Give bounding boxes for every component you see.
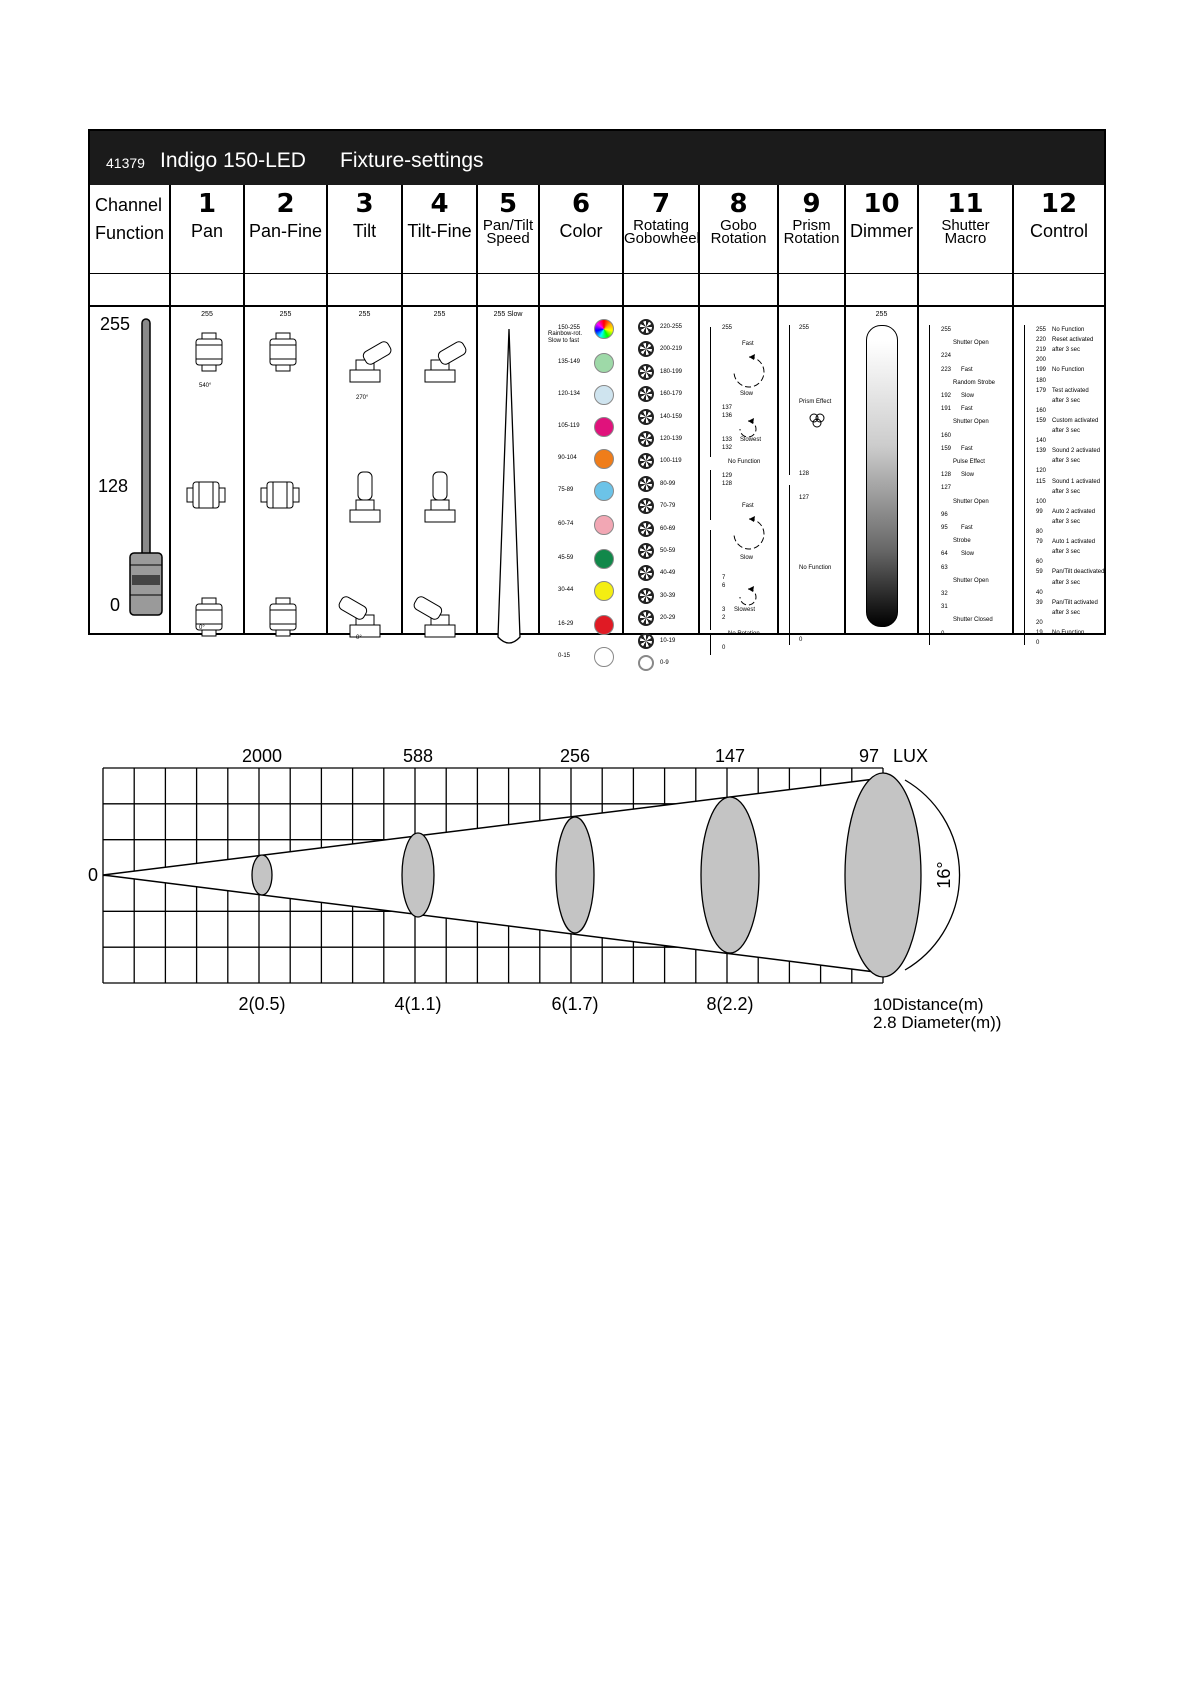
gobo-range-label: 70-79: [660, 503, 676, 510]
function-label-line2: Speed: [486, 230, 530, 247]
control-value: 40: [1036, 589, 1043, 596]
scale-bottom-value: 0: [110, 595, 121, 615]
gobo-icon: [638, 588, 654, 604]
color-swatch: [594, 353, 614, 373]
control-value: 39: [1036, 599, 1043, 606]
control-value: 180: [1036, 377, 1047, 384]
moving-head-tilt-icon: [336, 575, 396, 645]
value-label: Fast: [742, 503, 754, 509]
distance-label: 8(2.2): [706, 994, 754, 1014]
beam-spot: [252, 855, 272, 895]
shutter-value: 191: [941, 406, 952, 413]
gobo-icon: [638, 341, 654, 357]
range-top-label: 255: [875, 311, 888, 318]
shutter-value: 32: [941, 591, 948, 597]
function-label-line2: Macro: [944, 230, 987, 247]
channel-number: 6: [571, 189, 591, 219]
value-label: Slow: [740, 555, 754, 561]
product-name: Indigo 150-LED: [160, 149, 306, 172]
value-label: Prism Effect: [799, 399, 832, 405]
color-range-label: 135-149: [558, 359, 581, 365]
gobo-range-label: 180-199: [660, 368, 683, 375]
lux-value: 97: [858, 746, 880, 766]
shutter-value: 192: [941, 393, 952, 399]
gobo-icon: [638, 543, 654, 559]
control-function: Pan/Tilt deactivated: [1052, 569, 1105, 576]
value-label: 133: [722, 437, 733, 443]
rotation-icon: [730, 353, 768, 391]
distance-label: 6(1.7): [551, 994, 599, 1014]
channel-column-10: [846, 185, 919, 633]
function-label-line2: Rotation: [783, 230, 840, 247]
gobo-range-label: 100-119: [660, 458, 682, 465]
function-label: Tilt-Fine: [407, 221, 472, 241]
channel-number: 5: [498, 189, 518, 219]
channel-number: 3: [355, 189, 374, 219]
shutter-value: 95: [941, 525, 948, 531]
range-arrow: [789, 325, 790, 475]
moving-head-tilt-icon: [336, 460, 396, 530]
function-label: Control: [1029, 221, 1089, 241]
channel-column-12: [1014, 185, 1105, 647]
control-function: after 3 sec: [1052, 347, 1081, 354]
value-label: 6: [722, 583, 726, 589]
color-swatch: [594, 549, 614, 569]
value-label: Fast: [742, 341, 754, 347]
gobo-icon: [638, 610, 654, 626]
color-swatch: [594, 481, 614, 501]
color-swatch: [594, 449, 614, 469]
shutter-function: Strobe: [953, 538, 971, 545]
lux-unit: LUX: [893, 746, 929, 766]
gobo-range-label: 60-69: [660, 525, 676, 532]
diameter-label: 2.8 Diameter(m)): [873, 1013, 1002, 1032]
rainbow-note: Slow to fast: [548, 338, 580, 344]
control-function: after 3 sec: [1052, 488, 1081, 495]
color-swatch: [594, 615, 614, 635]
value-label: 3: [722, 607, 726, 613]
degree-label: 0°: [356, 635, 362, 641]
gobo-icon: [638, 633, 654, 649]
channel-number: 1: [197, 189, 217, 219]
gobo-icon: [638, 655, 654, 671]
color-swatch: [594, 417, 614, 437]
channel-column-4: [403, 185, 478, 633]
color-range-label: 75-89: [558, 487, 574, 493]
channel-number: 12: [1040, 189, 1078, 219]
moving-head-pan-icon: [253, 320, 313, 390]
control-value: 115: [1036, 478, 1046, 485]
color-range-label: 150-255: [558, 325, 581, 331]
value-label: 7: [722, 575, 726, 581]
control-function: after 3 sec: [1052, 397, 1081, 404]
control-function: after 3 sec: [1052, 609, 1081, 616]
color-range-label: 30-44: [558, 587, 574, 593]
value-label: Slowest: [734, 607, 756, 613]
shutter-value: 63: [941, 564, 948, 571]
value-label: 127: [799, 495, 810, 501]
color-range-label: 45-59: [558, 555, 574, 561]
prism-icon: [807, 411, 827, 431]
value-label: Slow: [740, 391, 754, 397]
range-top-label: 255: [358, 311, 371, 318]
moving-head-tilt-icon: [336, 320, 396, 390]
channel-column-2: [245, 185, 328, 633]
shutter-function: Shutter Closed: [953, 617, 993, 624]
gobo-range-label: 120-139: [660, 436, 683, 442]
range-top-label: 255: [279, 311, 292, 318]
channel-number: 7: [651, 189, 671, 219]
channel-number: 4: [430, 189, 449, 219]
rainbow-note: Rainbow-rot.: [548, 331, 583, 337]
gobo-icon: [638, 431, 654, 447]
gobo-icon: [638, 386, 654, 402]
distance-label: 4(1.1): [394, 994, 442, 1014]
distance-label: 2(0.5): [238, 994, 286, 1014]
speed-cone-icon: [478, 321, 540, 661]
control-value: 80: [1036, 529, 1043, 535]
value-label: 137: [722, 405, 733, 411]
function-label-line1: Prism: [792, 217, 831, 234]
shutter-value: 128: [941, 472, 952, 479]
control-value: 0: [1036, 640, 1040, 647]
color-range-label: 120-134: [558, 391, 581, 397]
gobo-icon: [638, 565, 654, 581]
shutter-value: 127: [941, 485, 952, 492]
control-value: 99: [1036, 508, 1043, 515]
shutter-value: 160: [941, 432, 952, 439]
control-value: 159: [1036, 417, 1047, 424]
value-label: No Function: [799, 565, 832, 571]
control-value: 19: [1036, 630, 1043, 636]
gobo-icon: [638, 521, 654, 537]
lux-value: 588: [402, 746, 434, 766]
function-label-line1: Pan/Tilt: [482, 217, 534, 234]
dimmer-gradient-bar: [866, 325, 898, 627]
control-function: Pan/Tilt activated: [1052, 599, 1098, 606]
control-function: Test activated: [1052, 387, 1089, 394]
degree-label: 270°: [356, 395, 369, 401]
shutter-function: Fast: [961, 366, 973, 373]
control-function: No Function: [1052, 327, 1085, 333]
lux-value: 147: [714, 746, 746, 766]
value-label: 2: [722, 615, 726, 621]
beam-angle-label: 16°: [934, 861, 954, 889]
gobo-range-label: 160-179: [660, 391, 683, 398]
control-value: 255: [1036, 327, 1047, 333]
shutter-value: 0: [941, 630, 945, 637]
function-row-label: Function: [95, 223, 165, 243]
channel-number: 2: [276, 189, 295, 219]
control-value: 60: [1036, 559, 1043, 566]
color-range-label: 0-15: [558, 653, 571, 659]
gobo-range-label: 50-59: [660, 548, 676, 554]
value-label: 0: [799, 637, 803, 643]
control-value: 140: [1036, 438, 1047, 445]
value-label: 0: [722, 645, 726, 651]
beam-spot: [556, 817, 594, 933]
gobo-icon: [638, 319, 654, 335]
range-top-label: 255 Slow: [493, 311, 523, 318]
control-value: 200: [1036, 357, 1047, 364]
shutter-function: Slow: [961, 472, 975, 479]
product-code: 41379: [106, 155, 145, 171]
channel-number: 10: [863, 189, 900, 219]
control-function: after 3 sec: [1052, 428, 1081, 434]
value-label: 255: [722, 325, 733, 331]
degree-label: 540°: [199, 383, 212, 389]
shutter-value: 96: [941, 511, 948, 518]
moving-head-tilt-icon: [411, 575, 471, 645]
gobo-range-label: 40-49: [660, 570, 676, 577]
control-function: Sound 2 activated: [1052, 448, 1101, 455]
shutter-value: 223: [941, 366, 952, 373]
control-function: after 3 sec: [1052, 579, 1081, 586]
color-swatch: [594, 581, 614, 601]
title-bar: [90, 131, 1104, 185]
value-label: 255: [799, 325, 810, 331]
function-label: Pan: [190, 221, 224, 241]
channel-column-5: [478, 185, 540, 633]
control-function: Auto 1 activated: [1052, 539, 1096, 546]
beam-diagram: [0, 740, 1191, 1040]
beam-spot: [701, 797, 759, 953]
control-value: 179: [1036, 387, 1047, 394]
gobo-icon: [638, 364, 654, 380]
control-function: Auto 2 activated: [1052, 508, 1096, 515]
range-arrow: [710, 530, 711, 630]
fixture-settings-sheet: [88, 129, 1106, 666]
gobo-range-label: 0-9: [660, 660, 669, 666]
value-label: 136: [722, 413, 733, 419]
control-function: after 3 sec: [1052, 518, 1081, 525]
gobo-range-label: 80-99: [660, 480, 676, 487]
control-value: 79: [1036, 539, 1043, 546]
channel-column-7: [624, 185, 700, 666]
color-range-label: 105-119: [558, 423, 580, 429]
shutter-value: 64: [941, 551, 948, 558]
range-arrow: [789, 485, 790, 645]
channel-number: 9: [802, 189, 821, 219]
moving-head-pan-icon: [253, 460, 313, 530]
control-value: 20: [1036, 619, 1043, 626]
shutter-function: Slow: [961, 393, 975, 399]
control-value: 160: [1036, 407, 1047, 414]
color-swatch: [594, 515, 614, 535]
rotation-icon: [736, 585, 760, 609]
function-label: Dimmer: [850, 221, 913, 241]
shutter-function: Fast: [961, 406, 973, 413]
control-value: 120: [1036, 468, 1047, 475]
channel-column-8: [700, 185, 779, 651]
shutter-function: Random Strobe: [953, 379, 996, 386]
value-label: 129: [722, 473, 733, 479]
range-top-label: 255: [201, 311, 213, 318]
fader-icon: [126, 313, 170, 628]
control-value: 59: [1036, 569, 1043, 576]
value-label: No Rotation: [728, 631, 760, 637]
color-range-label: 16-29: [558, 621, 574, 627]
moving-head-tilt-icon: [411, 460, 471, 530]
gobo-icon: [638, 453, 654, 469]
value-label: 128: [799, 471, 810, 477]
moving-head-pan-icon: [179, 320, 239, 390]
value-label: 132: [722, 445, 733, 451]
value-label: Slowest: [740, 437, 762, 443]
value-label: No Function: [728, 459, 761, 465]
shutter-function: Shutter Open: [953, 419, 989, 426]
function-label-line1: Rotating: [633, 217, 689, 234]
beam-spot: [845, 773, 921, 977]
color-range-label: 60-74: [558, 521, 574, 527]
control-function: Custom activated: [1052, 417, 1099, 424]
range-top-label: 255: [433, 311, 446, 318]
distance-label-last: 10Distance(m): [873, 995, 984, 1014]
gobo-range-label: 140-159: [660, 413, 683, 420]
shutter-function: Fast: [961, 445, 973, 452]
shutter-value: 224: [941, 353, 952, 360]
range-arrow: [710, 635, 711, 655]
shutter-function: Pulse Effect: [953, 459, 985, 465]
function-label-line1: Shutter: [941, 217, 990, 234]
range-arrow: [710, 470, 711, 520]
moving-head-pan-icon: [253, 585, 313, 655]
moving-head-tilt-icon: [411, 320, 471, 390]
scale-top-value: 255: [100, 314, 131, 334]
control-value: 199: [1036, 367, 1047, 374]
gobo-icon: [638, 409, 654, 425]
degree-label: 0°: [199, 625, 205, 631]
control-function: after 3 sec: [1052, 458, 1081, 465]
channel-column-6: [540, 185, 624, 659]
moving-head-pan-icon: [179, 585, 239, 655]
color-swatch: [594, 385, 614, 405]
function-label-line1: Gobo: [720, 217, 757, 234]
channel-column-1: [171, 185, 245, 633]
function-label: Color: [559, 221, 603, 241]
gobo-range-label: 10-19: [660, 637, 676, 644]
channel-column-11: [919, 185, 1014, 637]
gobo-range-label: 30-39: [660, 592, 676, 599]
shutter-value: 159: [941, 445, 952, 452]
shutter-function: Shutter Open: [953, 498, 989, 505]
value-label: 128: [722, 481, 733, 487]
rainbow-color-icon: [594, 319, 614, 339]
lux-value: 2000: [241, 746, 283, 766]
shutter-function: Fast: [961, 525, 973, 531]
gobo-icon: [638, 498, 654, 514]
channel-number: 8: [729, 189, 748, 219]
shutter-function: Shutter Open: [953, 577, 989, 584]
control-function: Sound 1 activated: [1052, 478, 1101, 485]
function-label-line2: Rotation: [710, 230, 767, 247]
origin-label: 0: [88, 865, 99, 885]
channel-row-label: Channel: [95, 195, 163, 215]
rotation-icon: [730, 515, 768, 553]
control-function: Reset activated: [1052, 337, 1094, 344]
function-label-line2: Gobowheel: [624, 230, 700, 247]
gobo-icon: [638, 476, 654, 492]
channel-column-9: [779, 185, 846, 643]
shutter-function: Shutter Open: [953, 340, 989, 347]
control-value: 219: [1036, 347, 1047, 354]
color-range-label: 90-104: [558, 455, 577, 461]
function-label: Pan-Fine: [248, 221, 323, 241]
label-column: [90, 185, 171, 633]
range-arrow: [710, 327, 711, 457]
channel-column-3: [328, 185, 403, 641]
control-function: No Function: [1052, 630, 1085, 636]
control-value: 100: [1036, 498, 1047, 505]
scale-mid-value: 128: [98, 476, 129, 496]
range-arrow: [929, 325, 930, 645]
moving-head-pan-icon: [179, 460, 239, 530]
control-value: 139: [1036, 448, 1047, 455]
shutter-function: Slow: [961, 551, 975, 558]
control-function: after 3 sec: [1052, 549, 1081, 556]
function-label: Tilt: [352, 221, 377, 241]
color-swatch: [594, 647, 614, 667]
shutter-value: 255: [941, 327, 952, 333]
range-arrow: [1024, 325, 1025, 645]
channel-number: 11: [947, 189, 984, 219]
shutter-value: 31: [941, 604, 948, 611]
gobo-range-label: 200-219: [660, 346, 683, 353]
control-function: No Function: [1052, 367, 1085, 374]
control-value: 220: [1036, 337, 1047, 344]
gobo-range-label: 220-255: [660, 324, 683, 330]
beam-spot: [402, 833, 434, 917]
sheet-subtitle: Fixture-settings: [340, 149, 484, 172]
gobo-range-label: 20-29: [660, 615, 676, 622]
lux-value: 256: [559, 746, 591, 766]
